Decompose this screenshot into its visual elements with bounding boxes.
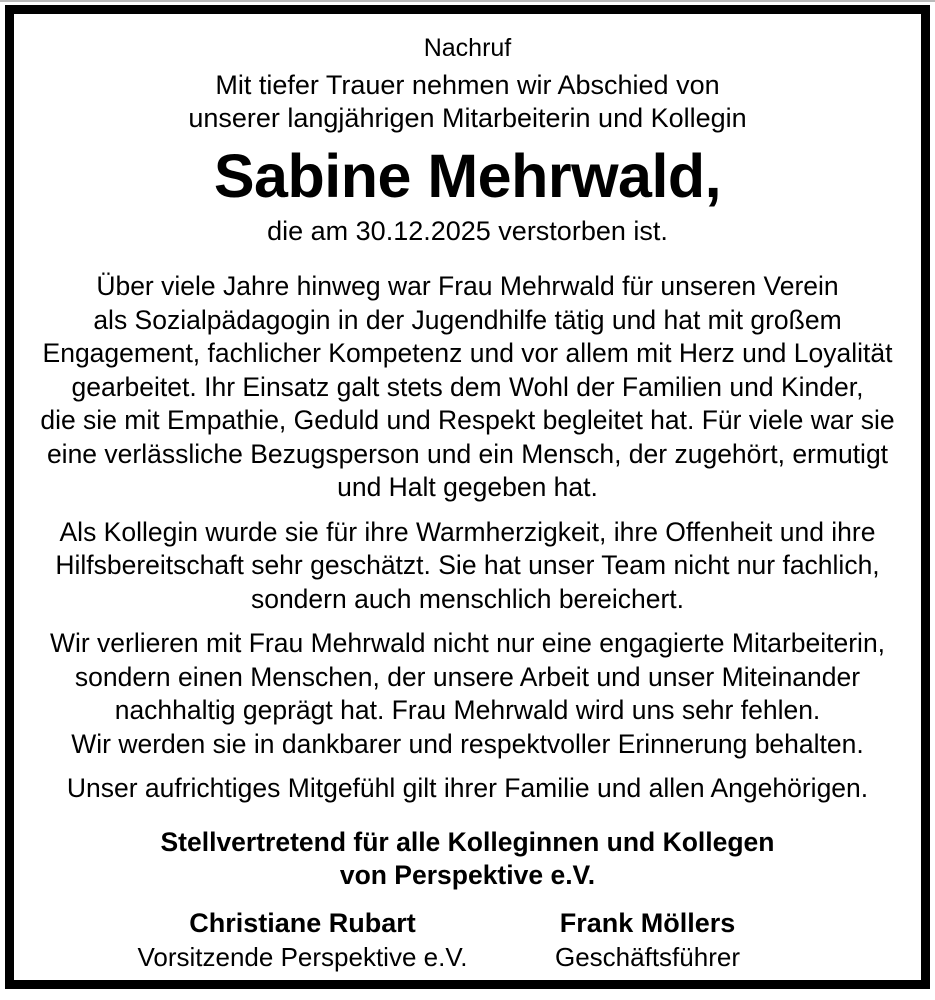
signatory-role: Geschäftsführer <box>555 941 740 972</box>
body-line: sondern auch menschlich bereichert. <box>250 583 685 614</box>
intro-line-2: unserer langjährigen Mitarbeiterin und Kollegin <box>188 103 747 133</box>
body-line: eine verlässliche Bezugsperson und ein Mensch, der zugehört, ermutigt <box>46 438 889 469</box>
body-line: und Halt gegeben hat. <box>337 472 598 502</box>
body-line: Hilfsbereitschaft sehr geschätzt. Sie hat unser Team nicht nur fachlich, <box>55 550 880 580</box>
attribution-line: Stellvertretend für alle Kolleginnen und Kollegen <box>160 826 775 857</box>
top-hairline-rule <box>0 0 935 2</box>
attribution-line: von Perspektive e.V. <box>339 860 596 890</box>
body-paragraph-2 <box>30 516 905 617</box>
deceased-name: Sabine Mehrwald, <box>213 142 722 210</box>
attribution-block <box>30 826 905 893</box>
intro-line-1: Mit tiefer Trauer nehmen wir Abschied von <box>215 70 720 100</box>
intro-text <box>30 69 905 135</box>
mourning-border-frame <box>5 5 930 989</box>
notice-kicker: Nachruf <box>423 34 512 62</box>
notice-header <box>30 32 905 248</box>
body-line: nachhaltig geprägt hat. Frau Mehrwald wird uns sehr fehlen. <box>114 695 821 725</box>
signatory-role: Vorsitzende Perspektive e.V. <box>137 941 468 972</box>
body-paragraph-1 <box>30 270 905 505</box>
notice-body <box>30 270 905 806</box>
notice-content <box>14 14 921 980</box>
body-paragraph-3 <box>30 627 905 761</box>
body-line: die sie mit Empathie, Geduld und Respekt begleitet hat. Für viele war sie <box>40 405 895 435</box>
signature-block <box>30 906 905 974</box>
body-line: sondern einen Menschen, der unsere Arbeit und unser Miteinander <box>74 661 861 692</box>
body-line: Unser aufrichtiges Mitgefühl gilt ihrer Familie und allen Angehörigen. <box>66 773 869 803</box>
body-line: gearbeitet. Ihr Einsatz galt stets dem Wohl der Familien und Kinder, <box>71 371 864 402</box>
body-line: als Sozialpädagogin in der Jugendhilfe tätig und hat mit großem <box>93 304 842 335</box>
body-paragraph-4 <box>30 772 905 806</box>
signatory-name: Christiane Rubart <box>189 907 416 938</box>
body-line: Engagement, fachlicher Kompetenz und vor allem mit Herz und Loyalität <box>42 338 893 368</box>
signatory-name: Frank Möllers <box>559 907 736 938</box>
body-line: Als Kollegin wurde sie für ihre Warmherzigkeit, ihre Offenheit und ihre <box>59 516 876 547</box>
death-date-line: die am 30.12.2025 verstorben ist. <box>267 216 668 246</box>
signatory-frank-moellers <box>483 906 813 974</box>
signatory-christiane-rubart <box>123 906 483 974</box>
body-line: Wir verlieren mit Frau Mehrwald nicht nur eine engagierte Mitarbeiterin, <box>49 628 886 658</box>
body-line: Wir werden sie in dankbarer und respektvoller Erinnerung behalten. <box>71 728 864 759</box>
body-line: Über viele Jahre hinweg war Frau Mehrwald für unseren Verein <box>96 271 839 301</box>
